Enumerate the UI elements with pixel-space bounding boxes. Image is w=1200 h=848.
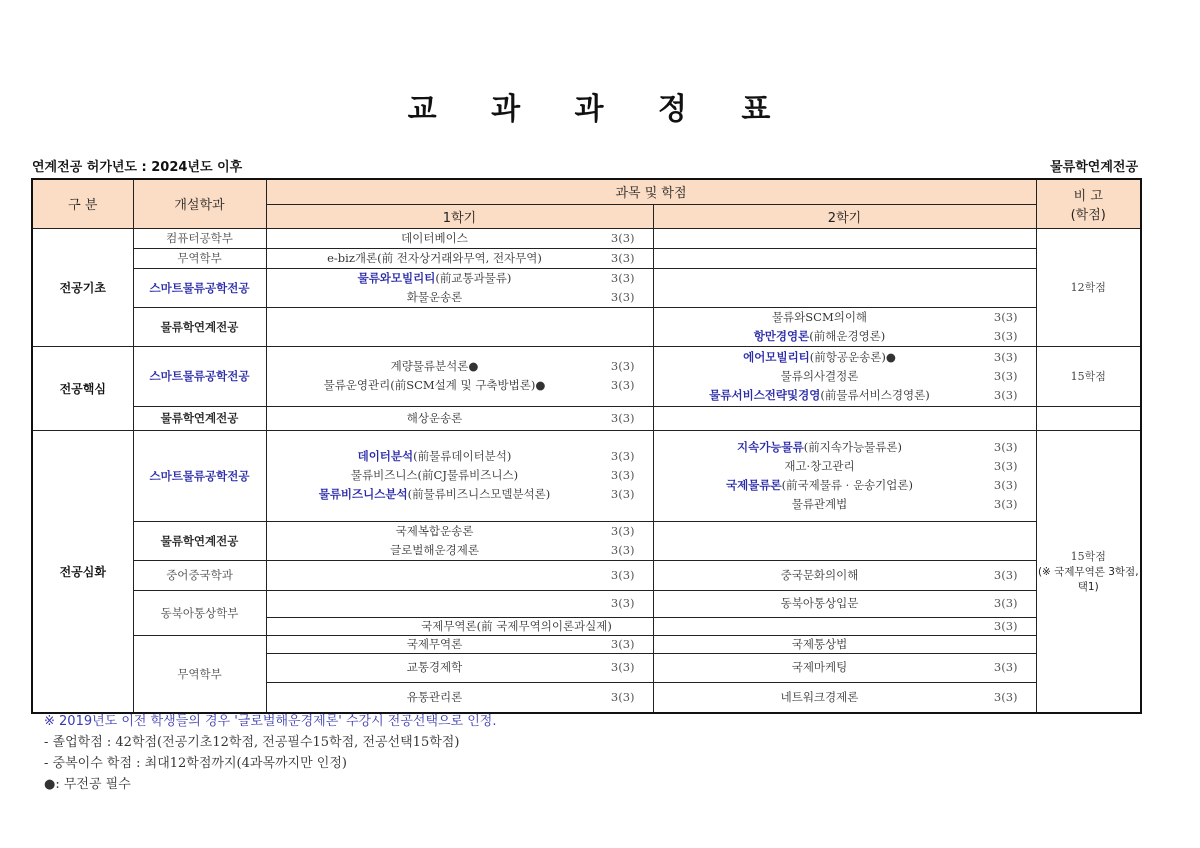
sem2-courses (653, 248, 1036, 268)
remarks-empty (1036, 406, 1141, 430)
dept-cell: 물류학연계전공 (133, 307, 266, 346)
sem2-courses (653, 682, 1036, 713)
remarks-note-cont: 택1) (1077, 581, 1099, 594)
sem2-courses (653, 406, 1036, 430)
course-line: 국제통상법 (791, 636, 848, 651)
sem1-courses (266, 560, 653, 590)
sem1-courses (266, 346, 653, 406)
sem2-courses (653, 590, 1036, 617)
dept-cell: 스마트물류공학전공 (133, 268, 266, 307)
sem1-courses (266, 635, 653, 653)
header-courses-credits: 과목 및 학점 (266, 179, 1036, 204)
course-line: 국제무역론(前 국제무역의이론과실제) (421, 618, 612, 633)
sem2-courses (653, 307, 1036, 346)
sem1-courses (266, 307, 653, 346)
course-line: 지속가능물류(前지속가능물류론) 3(3) (737, 439, 1018, 454)
header-category: 구 분 (32, 179, 133, 228)
dept-cell: 무역학부 (133, 248, 266, 268)
course-line: 교통경제학 3(3) (406, 660, 635, 674)
course-line: 3(3) (610, 567, 635, 582)
course-line: 항만경영론(前해운경영론) 3(3) (753, 328, 1018, 343)
sem2-courses (653, 635, 1036, 653)
remarks-core: 15학점 (1036, 346, 1141, 406)
course-line: 물류의사결정론 3(3) (780, 368, 1018, 383)
dept-cell: 스마트물류공학전공 (133, 430, 266, 521)
course-line: 물류비즈니스(前CJ물류비즈니스) 3(3) (350, 468, 635, 482)
course-line: 물류와모빌리티(前교통과물류) 3(3) (357, 270, 635, 285)
remarks-advanced (1036, 430, 1141, 713)
course-line: 물류비즈니스분석(前물류비즈니스모델분석론) 3(3) (318, 487, 635, 501)
dept-cell: 물류학연계전공 (133, 521, 266, 560)
footnote-legend-bullet: ●: 무전공 필수 (44, 777, 131, 792)
header-sem1: 1학기 (266, 204, 653, 228)
course-line: 물류운영관리(前SCM설계 및 구축방법론)● 3(3) (323, 378, 635, 392)
dept-cell: 중어중국학과 (133, 560, 266, 590)
header-department: 개설학과 (133, 179, 266, 228)
footnote-duplicate-credits: - 중복이수 학점 : 최대12학점까지(4과목까지만 인정) (44, 756, 347, 771)
sem2-courses (653, 346, 1036, 406)
dept-cell: 무역학부 (133, 635, 266, 713)
remarks-unit: (학점) (1070, 207, 1106, 223)
category-basic: 전공기초 (32, 228, 133, 346)
sem1-courses (266, 430, 653, 521)
header-sem2: 2학기 (653, 204, 1036, 228)
footnote-graduation-credits: - 졸업학점 : 42학점(전공기초12학점, 전공필수15학점, 전공선택15학점) (44, 735, 460, 750)
sem1-courses (266, 521, 653, 560)
course-line: 국제마케팅 3(3) (791, 660, 1018, 674)
course-line: 글로벌해운경제론 3(3) (390, 542, 635, 557)
sem1-courses (266, 653, 653, 682)
category-core: 전공핵심 (32, 346, 133, 430)
sem1-courses (266, 268, 653, 307)
remarks-credits: 15학점 (1070, 550, 1106, 564)
course-line: 에어모빌리티(前항공운송론)● 3(3) (743, 349, 1018, 364)
sem2-courses (653, 560, 1036, 590)
course-line: 계량물류분석론● 3(3) (390, 359, 635, 373)
dept-cell: 동북아통상학부 (133, 590, 266, 635)
course-line: 물류서비스전략및경영(前물류서비스경영론) 3(3) (709, 387, 1018, 402)
dept-cell: 컴퓨터공학부 (133, 228, 266, 248)
course-line: 3(3) (610, 596, 635, 610)
course-line: 해상운송론 3(3) (406, 410, 635, 425)
course-line: 데이터베이스 3(3) (401, 230, 635, 245)
sem1-courses (266, 590, 653, 617)
sem1-courses (266, 228, 653, 248)
program-name: 물류학연계전공 (1050, 160, 1138, 175)
course-line: 물류와SCM의이해 3(3) (771, 309, 1018, 324)
course-line: 유통관리론 3(3) (406, 689, 635, 704)
page-title: 교 과 과 정 표 (407, 92, 793, 127)
course-line: 데이터분석(前물류데이터분석) 3(3) (357, 449, 635, 463)
sem1-courses (266, 682, 653, 713)
course-line: 국제복합운송론 3(3) (395, 523, 635, 538)
remarks-basic: 12학점 (1036, 228, 1141, 346)
course-line: e-biz개론(前 전자상거래와무역, 전자무역) 3(3) (327, 250, 635, 265)
sem2-courses (653, 268, 1036, 307)
sem1-courses (266, 617, 653, 635)
sem2-courses (653, 653, 1036, 682)
approval-year: 연계전공 허가년도 : 2024년도 이후 (32, 160, 243, 175)
course-line: 동북아통상입문 3(3) (780, 596, 1018, 610)
course-line: 중국문화의이해 3(3) (780, 567, 1018, 582)
curriculum-table (31, 178, 1142, 714)
course-line: 물류관계법 3(3) (791, 496, 1018, 511)
sem2-courses (653, 521, 1036, 560)
course-line: 국제무역론 3(3) (406, 636, 635, 651)
header-remarks (1036, 179, 1141, 228)
course-line: 국제물류론(前국제물류 · 운송기업론) 3(3) (726, 477, 1018, 492)
sem2-courses (653, 228, 1036, 248)
course-line: 재고·창고관리 3(3) (784, 458, 1018, 473)
course-line: 3(3) (993, 618, 1018, 633)
sem2-courses (653, 430, 1036, 521)
course-line: 네트워크경제론 3(3) (780, 689, 1018, 704)
remarks-note: (※ 국제무역론 3학점, (1037, 566, 1139, 579)
dept-cell: 스마트물류공학전공 (133, 346, 266, 406)
sem2-courses (653, 617, 1036, 635)
course-line: 화물운송론 3(3) (406, 289, 635, 304)
footnote-global-shipping: ※ 2019년도 이전 학생들의 경우 '글로벌해운경제론' 수강시 전공선택으로 인정. (44, 714, 497, 729)
sem1-courses (266, 406, 653, 430)
remarks-label: 비 고 (1073, 188, 1103, 204)
footnotes (44, 711, 497, 795)
category-advanced: 전공심화 (32, 430, 133, 713)
sem1-courses (266, 248, 653, 268)
dept-cell: 물류학연계전공 (133, 406, 266, 430)
